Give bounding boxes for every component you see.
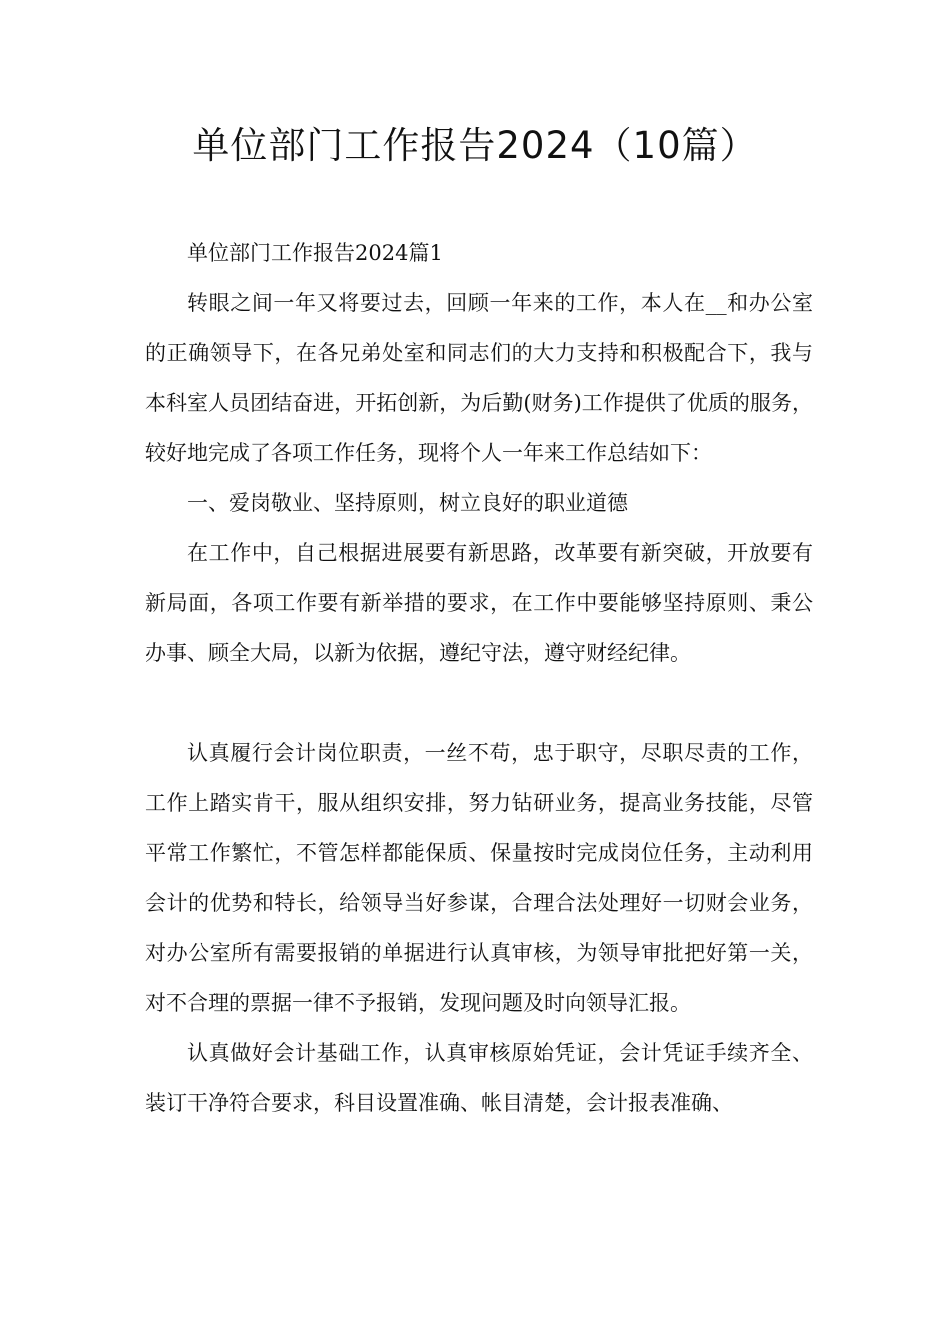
paragraph: 认真履行会计岗位职责，一丝不苟，忠于职守，尽职尽责的工作，工作上踏实肯干，服从组织安排，努力钻研业务，提高业务技能，尽管平常工作繁忙，不管怎样都能保质、保量按时完成岗位任务，主动利用会计的优势和特长，给领导当好参谋，合理合法处理好一切财会业务，对办公室所有需要报销的单据进行认真审核，为领导审批把好第一关，对不合理的票据一律不予报销，发现问题及时向领导汇报。	[145, 741, 813, 1015]
paragraph: 在工作中，自己根据进展要有新思路，改革要有新突破，开放要有新局面，各项工作要有新举措的要求，在工作中要能够坚持原则、秉公办事、顾全大局，以新为依据，遵纪守法，遵守财经纪律。	[145, 541, 813, 665]
document-title: 单位部门工作报告2024（10篇）	[192, 124, 758, 167]
subheading: 一、爱岗敬业、坚持原则，树立良好的职业道德	[187, 491, 628, 515]
section-heading: 单位部门工作报告2024篇1	[187, 241, 443, 265]
paragraph: 转眼之间一年又将要过去，回顾一年来的工作，本人在__和办公室的正确领导下，在各兄弟处室和同志们的大力支持和积极配合下，我与本科室人员团结奋进，开拓创新，为后勤(财务)工作提供了优质的服务，较好地完成了各项工作任务，现将个人一年来工作总结如下：	[145, 291, 813, 465]
paragraph: 认真做好会计基础工作，认真审核原始凭证，会计凭证手续齐全、装订干净符合要求，科目设置准确、帐目清楚，会计报表准确、	[145, 1041, 813, 1115]
document-body	[145, 228, 813, 1128]
blank-line	[145, 678, 813, 728]
